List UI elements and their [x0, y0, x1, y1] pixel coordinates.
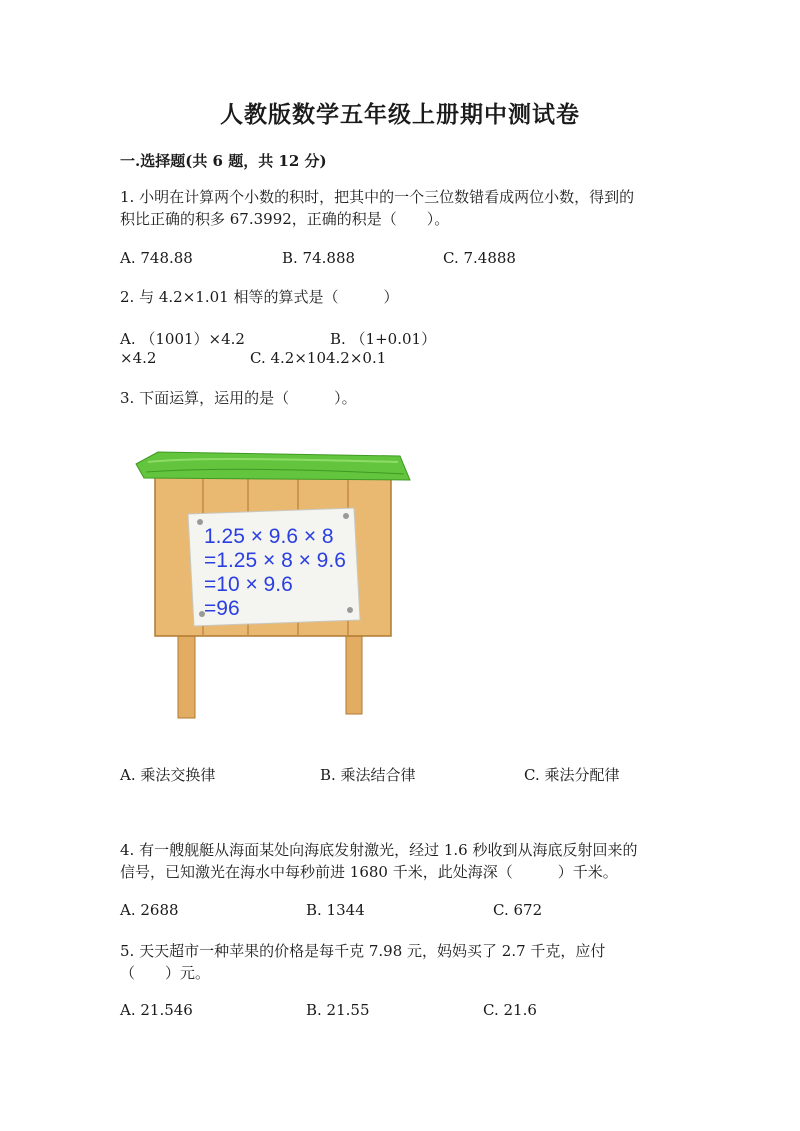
question-2-line-1: 2. 与 4.2×1.01 相等的算式是（ ） — [120, 288, 399, 306]
question-5-option-b: B. 21.55 — [306, 1001, 370, 1019]
question-5-line-1: 5. 天天超市一种苹果的价格是每千克 7.98 元，妈妈买了 2.7 千克，应付 — [120, 942, 606, 960]
question-5-option-c: C. 21.6 — [483, 1001, 537, 1019]
question-1-line-2: 积比正确的积多 67.3992，正确的积是（ ）。 — [120, 210, 450, 228]
pin-icon — [347, 607, 353, 613]
question-5-line-2: （ ）元。 — [120, 964, 211, 982]
question-2-option-a: A. （1001）×4.2 — [120, 330, 245, 348]
signboard-illustration — [128, 450, 412, 720]
question-4-option-b: B. 1344 — [306, 901, 365, 919]
pin-icon — [197, 519, 203, 525]
question-4-line-1: 4. 有一艘舰艇从海面某处向海底发射激光，经过 1.6 秒收到从海底反射回来的 — [120, 841, 638, 859]
pin-icon — [343, 513, 349, 519]
question-3-option-b: B. 乘法结合律 — [320, 766, 416, 784]
question-2-option-c: C. 4.2×104.2×0.1 — [250, 349, 387, 367]
formula-line-2: =1.25 × 8 × 9.6 — [204, 549, 346, 572]
question-4-option-a: A. 2688 — [120, 901, 179, 919]
question-3-line-1: 3. 下面运算，运用的是（ ）。 — [120, 389, 357, 407]
question-1-line-1: 1. 小明在计算两个小数的积时，把其中的一个三位数错看成两位小数，得到的 — [120, 188, 635, 206]
question-1-option-b: B. 74.888 — [282, 249, 356, 267]
question-5-option-a: A. 21.546 — [120, 1001, 193, 1019]
formula-line-4: =96 — [204, 597, 240, 620]
question-2-option-b: B. （1+0.01） — [330, 330, 437, 348]
question-4-line-2: 信号，已知激光在海水中每秒前进 1680 千米，此处海深（ ）千米。 — [120, 863, 618, 881]
formula-line-1: 1.25 × 9.6 × 8 — [204, 525, 334, 548]
page-title: 人教版数学五年级上册期中测试卷 — [220, 101, 580, 128]
question-3-option-a: A. 乘法交换律 — [120, 766, 216, 784]
section-heading: 一.选择题(共 6 题，共 12 分) — [120, 152, 327, 170]
question-1-option-a: A. 748.88 — [120, 249, 193, 267]
signboard-image — [128, 450, 412, 720]
question-4-option-c: C. 672 — [493, 901, 543, 919]
formula-line-3: =10 × 9.6 — [204, 573, 293, 596]
question-3-option-c: C. 乘法分配律 — [524, 766, 620, 784]
green-roof — [136, 452, 410, 480]
question-1-option-c: C. 7.4888 — [443, 249, 516, 267]
question-2-option-b-cont: ×4.2 — [120, 349, 157, 367]
